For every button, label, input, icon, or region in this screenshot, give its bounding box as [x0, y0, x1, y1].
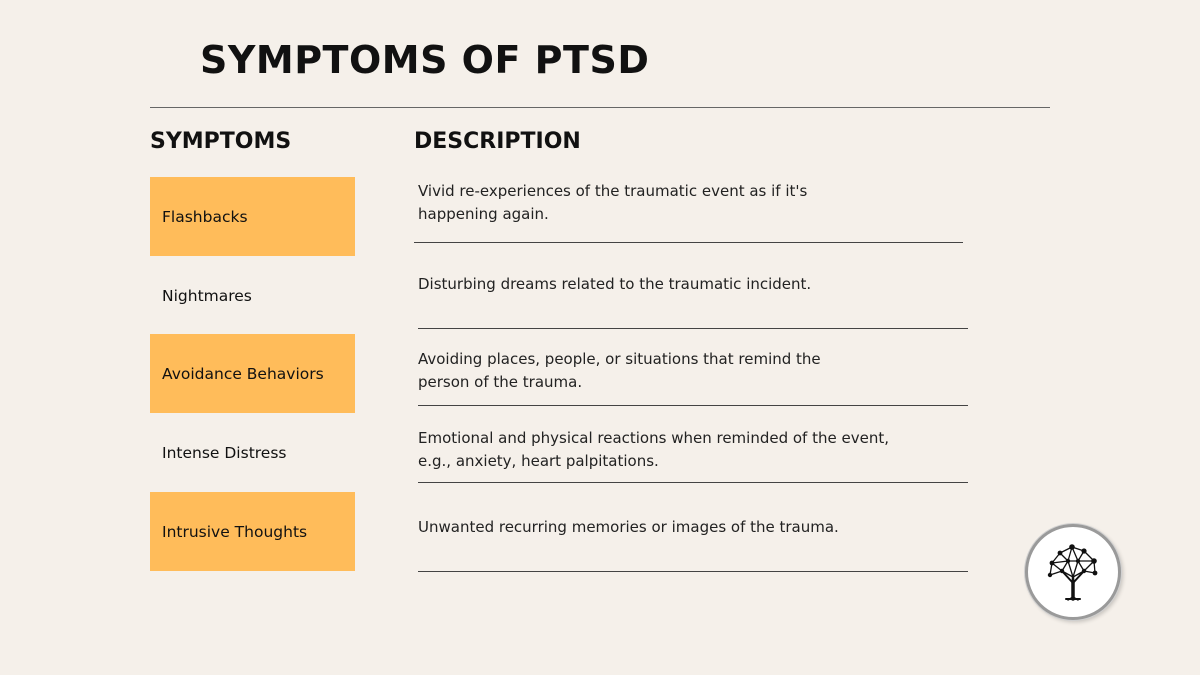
description-column-header: DESCRIPTION	[414, 129, 581, 154]
symptom-nightmares	[150, 256, 355, 335]
description-intense-distress: Emotional and physical reactions when reminded of the event, e.g., anxiety, heart palpitations.	[418, 429, 889, 470]
symptom-intense-distress	[150, 413, 355, 492]
row-divider	[418, 571, 968, 572]
row-divider	[418, 482, 968, 483]
page-title: SYMPTOMS OF PTSD	[200, 38, 650, 82]
title-divider	[150, 107, 1050, 108]
symptom-label: Avoidance Behaviors	[162, 364, 324, 383]
symptom-avoidance-behaviors	[150, 334, 355, 413]
description-avoidance-behaviors: Avoiding places, people, or situations that remind the person of the trauma.	[418, 350, 821, 391]
row-divider	[414, 242, 963, 243]
symptom-label: Intense Distress	[162, 443, 287, 462]
row-divider	[418, 405, 968, 406]
logo	[1025, 524, 1121, 620]
row-divider	[418, 328, 968, 329]
symptom-label: Nightmares	[162, 286, 252, 305]
symptom-label: Intrusive Thoughts	[162, 522, 308, 541]
symptoms-column-header: SYMPTOMS	[150, 129, 292, 154]
symptom-label: Flashbacks	[162, 207, 248, 226]
network-tree-icon	[1038, 537, 1108, 607]
symptom-intrusive-thoughts	[150, 492, 355, 571]
description-nightmares: Disturbing dreams related to the traumatic incident.	[418, 275, 812, 293]
description-flashbacks: Vivid re-experiences of the traumatic event as if it's happening again.	[418, 182, 808, 223]
description-intrusive-thoughts: Unwanted recurring memories or images of the trauma.	[418, 518, 839, 536]
symptom-flashbacks	[150, 177, 355, 256]
